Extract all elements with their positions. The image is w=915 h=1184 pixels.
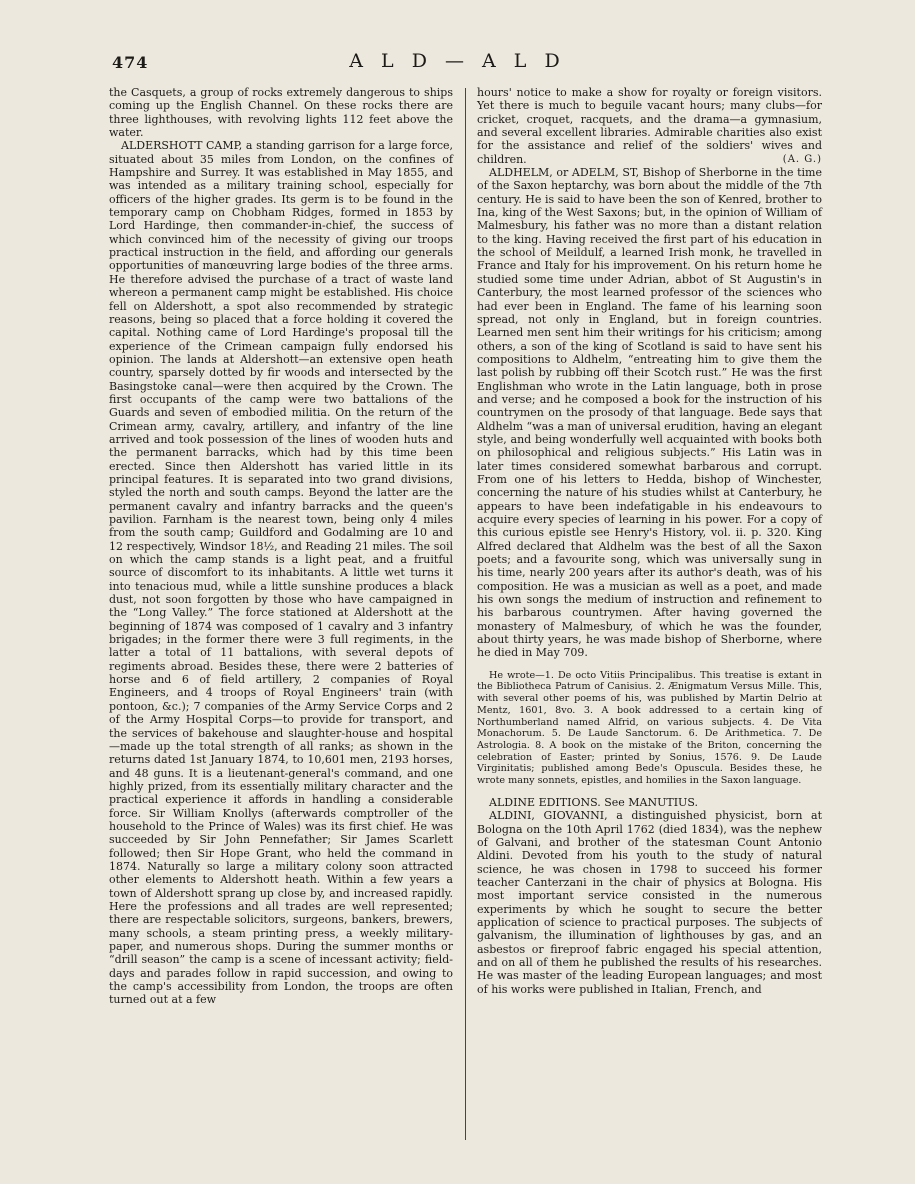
column-rule [465, 88, 466, 1140]
paragraph-aldhelm: ALDHELM, or ADELM, ST, Bishop of Sherborne in the time of the Saxon heptarchy, was born about the middle of the 7th century. He is said to have been the son of Kenred, brother to Ina, king of the West Saxons; but, in the opinion of William of Malmesbury, his father was no more than a distant relation to the king. Having received the first part of his education in the school of Meildulf, a learned Irish monk, he travelled in France and Italy for his improvement. On his return home he studied some time under Adrian, abbot of St Augustin's in Canterbury, the most learned professor of the sciences who had ever been in England. The fame of his learning soon spread, not only in England, but in foreign countries. Learned men sent him their writings for his criticism; among others, a son of the king of Scotland is said to have sent his compositions to Aldhelm, “entreating him to give them the last polish by rubbing off their Scotch rust.” He was the first Englishman who wrote in the Latin language, both in prose and verse; and he composed a book for the instruction of his countrymen on the prosody of that language. Bede says that Aldhelm “was a man of universal erudition, having an elegant style, and being wonderfully well acquainted with books both on philosophical and religious subjects.” His Latin was in later times considered somewhat barbarous and corrupt. From one of his letters to Hedda, bishop of Winchester, concerning the nature of his studies whilst at Canterbury, he appears to have been indefatigable in his endeavours to acquire every species of learning in his power. For a copy of this curious epistle see Henry's History, vol. ii. p. 320. King Alfred declared that Aldhelm was the best of all the Saxon poets; and a favourite song, which was universally sung in his time, nearly 200 years after its author's death, was of his composition. He was a musician as well as a poet, and made his own songs the medium of instruction and refinement to his barbarous countrymen. After having governed the monastery of Malmesbury, of which he was the founder, about thirty years, he was made bishop of Sherborne, where he died in May 709. [477, 166, 822, 660]
page-number: 474 [112, 53, 149, 72]
right-column [477, 86, 822, 996]
bibliography-note: He wrote—1. De octo Vitiis Principalibus. This treatise is extant in the Bibliotheca Patrum of Canisius. 2. Ænigmatum Versus Mille. This, with several other poems of his, was published by Martin Delrio at Mentz, 1601, 8vo. 3. A book addressed to a certain king of Northumberland named Alfrid, on various subjects. 4. De Vita Monachorum. 5. De Laude Sanctorum. 6. De Arithmetica. 7. De Astrologia. 8. A book on the mistake of the Briton, concerning the celebration of Easter; printed by Sonius, 1576. 9. De Laude Virginitatis; published among Bede's Opuscula. Besides these, he wrote many sonnets, epistles, and homilies in the Saxon language. [477, 669, 822, 787]
paragraph-text: hours' notice to make a show for royalty or foreign visitors. Yet there is much to beguile vacant hours; many clubs—for cricket, croquet, racquets, and the drama—a gymnasium, and several excellent libraries. Admirable charities also exist for the assistance and relief of the soldiers' wives and children. [477, 86, 822, 166]
running-head: A L D — A L D [349, 50, 566, 72]
entry-aldine-editions: ALDINE EDITIONS. See MANUTIUS. [489, 795, 698, 809]
left-column [109, 86, 453, 1007]
paragraph-casquets: the Casquets, a group of rocks extremely dangerous to ships coming up the English Channel. On these rocks there are three lighthouses, with revolving lights 112 feet above the water. [109, 86, 453, 140]
paragraph-aldershott-continued [477, 86, 822, 166]
author-signature: (A. G.) [782, 153, 822, 165]
paragraph-aldershott-camp: ALDERSHOTT CAMP, a standing garrison for a large force, situated about 35 miles from London, on the confines of Hampshire and Surrey. It was established in May 1855, and was intended as a military training school, especially for officers of the higher grades. Its germ is to be found in the temporary camp on Chobham Ridges, formed in 1853 by Lord Hardinge, then commander-in-chief, the success of which convinced him of the necessity of giving our troops practical instruction in the field, and affording our generals opportunities of manœuvring large bodies of the three arms. He therefore advised the purchase of a tract of waste land whereon a permanent camp might be established. His choice fell on Aldershott, a spot also recommended by strategic reasons, being so placed that a force holding it covered the capital. Nothing came of Lord Hardinge's proposal till the experience of the Crimean campaign fully endorsed his opinion. The lands at Aldershott—an extensive open heath country, sparsely dotted by fir woods and intersected by the Basingstoke canal—were then acquired by the Crown. The first occupants of the camp were two battalions of the Guards and seven of embodied militia. On the return of the Crimean army, cavalry, artillery, and infantry of the line arrived and took possession of the lines of wooden huts and the permanent barracks, which had by this time been erected. Since then Aldershott has varied little in its principal features. It is separated into two grand divisions, styled the north and south camps. Beyond the latter are the permanent cavalry and infantry barracks and the queen's pavilion. Farnham is the nearest town, being only 4 miles from the south camp; Guildford and Godalming are 10 and 12 respectively, Windsor 18½, and Reading 21 miles. The soil on which the camp stands is a light peat, and a fruitful source of discomfort to its inhabitants. A little wet turns it into tenacious mud, while a little sunshine produces a black dust, not soon forgotten by those who have campaigned in the “Long Valley.” The force stationed at Aldershott at the beginning of 1874 was composed of 1 cavalry and 3 infantry brigades; in the former there were 3 full regiments, in the latter a total of 11 battalions, with several depots of regiments abroad. Besides these, there were 2 batteries of horse and 6 of field artillery, 2 companies of Royal Engineers, and 4 troops of Royal Engineers' train (with pontoon, &c.); 7 companies of the Army Service Corps and 2 of the Army Hospital Corps—to provide for transport, and the services of bakehouse and slaughter-house and hospital—made up the total strength of all ranks; as shown in the returns dated 1st January 1874, to 10,601 men, 2193 horses, and 48 guns. It is a lieutenant-general's command, and one highly prized, from its essentially military character and the practical experience it affords in handling a considerable force. Sir William Knollys (afterwards comptroller of the household to the Prince of Wales) was its first chief. He was succeeded by Sir John Pennefather; Sir James Scarlett followed; then Sir Hope Grant, who held the command in 1874. Naturally so large a military colony soon attracted other elements to Aldershott heath. Within a few years a town of Aldershott sprang up close by, and increased rapidly. Here the professions and all trades are well represented; there are respectable solicitors, surgeons, bankers, brewers, many schools, a steam printing press, a weekly military-paper, and numerous shops. During the summer months or “drill season” the camp is a scene of incessant activity; field-days and parades follow in rapid succession, and owing to the camp's accessibility from London, the troops are often turned out at a few [109, 139, 453, 1007]
paragraph-aldini: ALDINI, GIOVANNI, a distinguished physicist, born at Bologna on the 10th April 1762 (died 1834), was the nephew of Galvani, and brother of the statesman Count Antonio Aldini. Devoted from his youth to the study of natural science, he was chosen in 1798 to succeed his former teacher Canterzani in the chair of physics at Bologna. His most important service consisted in the numerous experiments by which he sought to secure the better application of science to practical purposes. The subjects of galvanism, the illumination of lighthouses by gas, and an asbestos or fireproof fabric engaged his special attention, and on all of them he published the results of his researches. He was master of the leading European languages; and most of his works were published in Italian, French, and [477, 809, 822, 996]
